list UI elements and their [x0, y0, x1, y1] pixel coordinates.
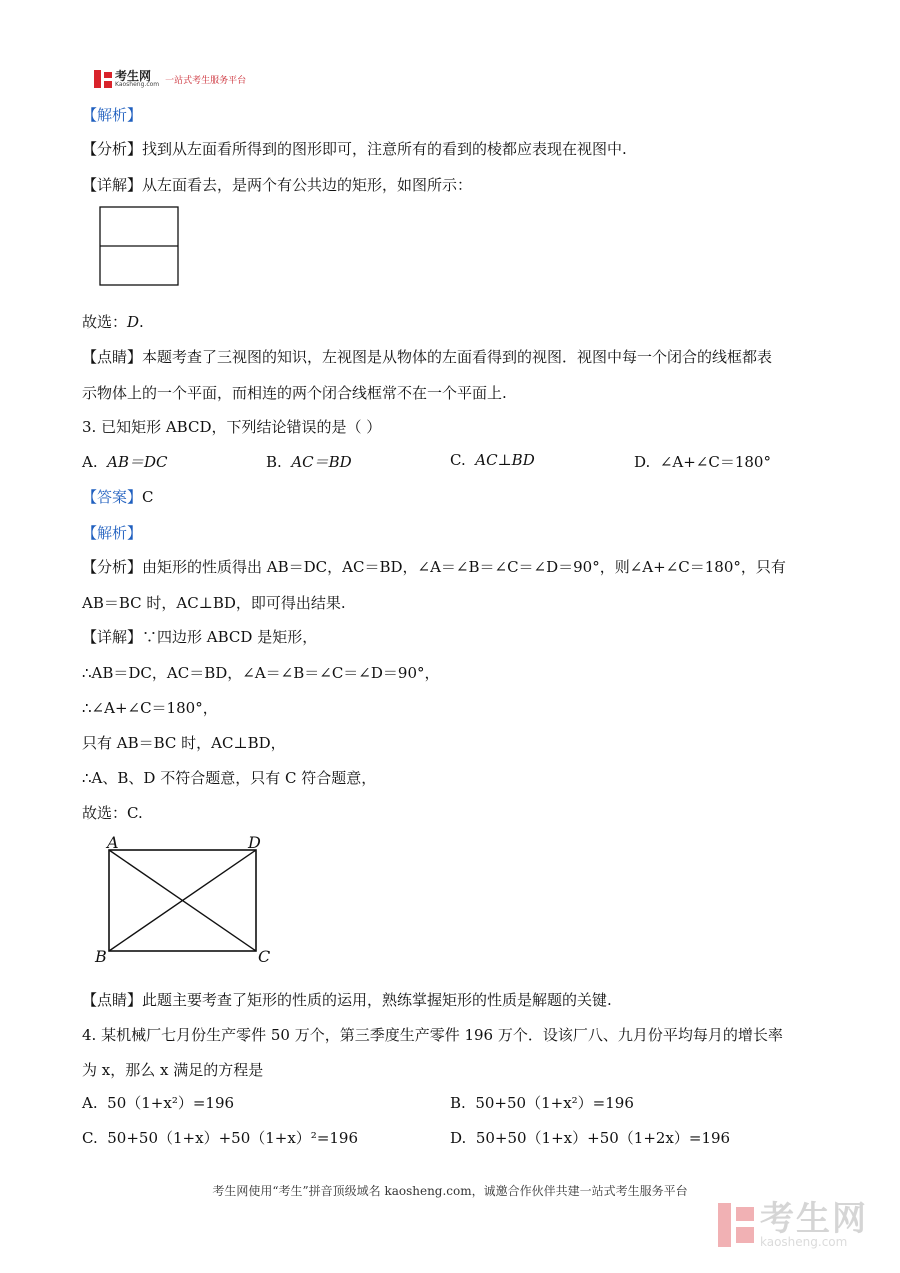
q3-answer [82, 486, 154, 507]
q2-guxuan-label: 故选： [82, 313, 128, 331]
q4-stem-line2: 为 x，那么 x 满足的方程是 [82, 1061, 264, 1079]
q4-stem-line1: 4. 某机械厂七月份生产零件 50 万个，第三季度生产零件 196 万个．设该厂八、九月份平均每月的增长率 [82, 1026, 783, 1044]
q2-xiangjie-tag: 【详解】 [82, 176, 143, 194]
watermark-logo-icon [718, 1203, 754, 1247]
q2-guxuan [82, 311, 144, 332]
q4-option-d-letter: D. [450, 1129, 467, 1147]
q3-step-2: ∴∠A+∠C＝180°， [82, 699, 218, 717]
q3-option-d [634, 451, 771, 472]
q3-option-b-text: AC＝BD [291, 453, 352, 471]
logo-slogan: 一站式考生服务平台 [165, 75, 247, 86]
q2-fenxi [82, 138, 627, 159]
q3-option-a-text: AB＝DC [107, 453, 168, 471]
q3-jiexi-tag: 【解析】 [82, 524, 143, 542]
logo-name: 考生网 [115, 69, 152, 83]
q3-option-b-letter: B. [266, 453, 282, 471]
q3-option-d-text: ∠A+∠C＝180° [659, 453, 771, 471]
q4-option-d-text: 50+50（1+x）+50（1+2x）=196 [475, 1129, 731, 1147]
q3-figure-label-d: D [248, 833, 261, 852]
q3-answer-tag: 【答案】 [82, 488, 143, 506]
q3-dianjing-text: 此题主要考查了矩形的性质的运用，熟练掌握矩形的性质是解题的关键. [142, 991, 612, 1009]
q3-dianjing [82, 989, 612, 1010]
q3-option-a-letter: A. [82, 453, 98, 471]
q3-xiangjie-text1: ∵四边形 ABCD 是矩形， [142, 628, 318, 646]
q2-guxuan-end: . [139, 313, 144, 331]
page-footer: 考生网使用“考生”拼音顶级域名 kaosheng.com，诚邀合作伙伴共建一站式考生服务平台 [212, 1184, 688, 1198]
q3-option-d-letter: D. [634, 453, 651, 471]
q4-option-c [82, 1127, 358, 1148]
q3-option-c-letter: C. [450, 451, 466, 469]
q3-xiangjie-tag: 【详解】 [82, 628, 143, 646]
q4-option-b-letter: B. [450, 1094, 466, 1112]
kaosheng-logo-icon [94, 70, 112, 88]
q4-option-a-text: 50（1+x²）=196 [107, 1094, 235, 1112]
header-logo [94, 70, 246, 88]
q3-figure-label-b: B [95, 947, 107, 966]
q2-dianjing-line1 [82, 346, 772, 367]
q2-dianjing-text1: 本题考查了三视图的知识，左视图是从物体的左面看得到的视图．视图中每一个闭合的线框都表 [142, 348, 773, 366]
q2-guxuan-answer: D [127, 313, 140, 331]
watermark-name: 考生网 [760, 1199, 868, 1239]
q4-option-c-letter: C. [82, 1129, 98, 1147]
q3-dianjing-tag: 【点睛】 [82, 991, 143, 1009]
watermark-domain: kaosheng.com [760, 1235, 848, 1249]
q3-step-3: 只有 AB＝BC 时，AC⊥BD， [82, 734, 286, 752]
q3-figure-label-a: A [107, 833, 119, 852]
q4-option-b-text: 50+50（1+x²）=196 [475, 1094, 634, 1112]
q2-left-view-figure [98, 205, 182, 289]
q4-option-d [450, 1127, 730, 1148]
q3-figure-label-c: C [258, 947, 271, 966]
q2-xiangjie [82, 174, 472, 195]
q3-fenxi-text1: 由矩形的性质得出 AB＝DC，AC＝BD，∠A＝∠B＝∠C＝∠D＝90°，则∠A+∠C＝180°，只有 [142, 558, 786, 576]
q3-guxuan: 故选：C. [82, 804, 143, 822]
q3-step-1: ∴AB＝DC，AC＝BD，∠A＝∠B＝∠C＝∠D＝90°， [82, 664, 440, 682]
q4-option-a-letter: A. [82, 1094, 98, 1112]
q2-fenxi-text: 找到从左面看所得到的图形即可，注意所有的看到的棱都应表现在视图中. [142, 140, 627, 158]
watermark-logo [718, 1199, 868, 1249]
q4-option-b [450, 1092, 634, 1113]
q2-jiexi-tag: 【解析】 [82, 106, 143, 124]
q3-stem: 3. 已知矩形 ABCD，下列结论错误的是（ ） [82, 418, 382, 436]
q3-option-c [450, 451, 535, 469]
q4-option-a [82, 1092, 234, 1113]
q3-answer-value: C [142, 488, 154, 506]
q2-xiangjie-text: 从左面看去，是两个有公共边的矩形，如图所示： [142, 176, 473, 194]
q3-rectangle-figure [90, 830, 280, 968]
q4-option-c-text: 50+50（1+x）+50（1+x）²=196 [107, 1129, 359, 1147]
q3-fenxi-line1 [82, 556, 786, 577]
q3-fenxi-tag: 【分析】 [82, 558, 143, 576]
q2-dianjing-tag: 【点睛】 [82, 348, 143, 366]
q3-option-c-text: AC⊥BD [475, 451, 535, 469]
q3-step-4: ∴A、B、D 不符合题意，只有 C 符合题意， [82, 769, 377, 787]
q3-xiangjie-line1 [82, 626, 317, 647]
logo-domain: Kaosheng.com [115, 81, 160, 88]
q3-option-a [82, 451, 168, 472]
q2-dianjing-line2: 示物体上的一个平面，而相连的两个闭合线框常不在一个平面上. [82, 384, 507, 402]
q2-fenxi-tag: 【分析】 [82, 140, 143, 158]
q3-option-b [266, 451, 352, 472]
q3-fenxi-line2: AB＝BC 时，AC⊥BD，即可得出结果. [82, 594, 346, 612]
